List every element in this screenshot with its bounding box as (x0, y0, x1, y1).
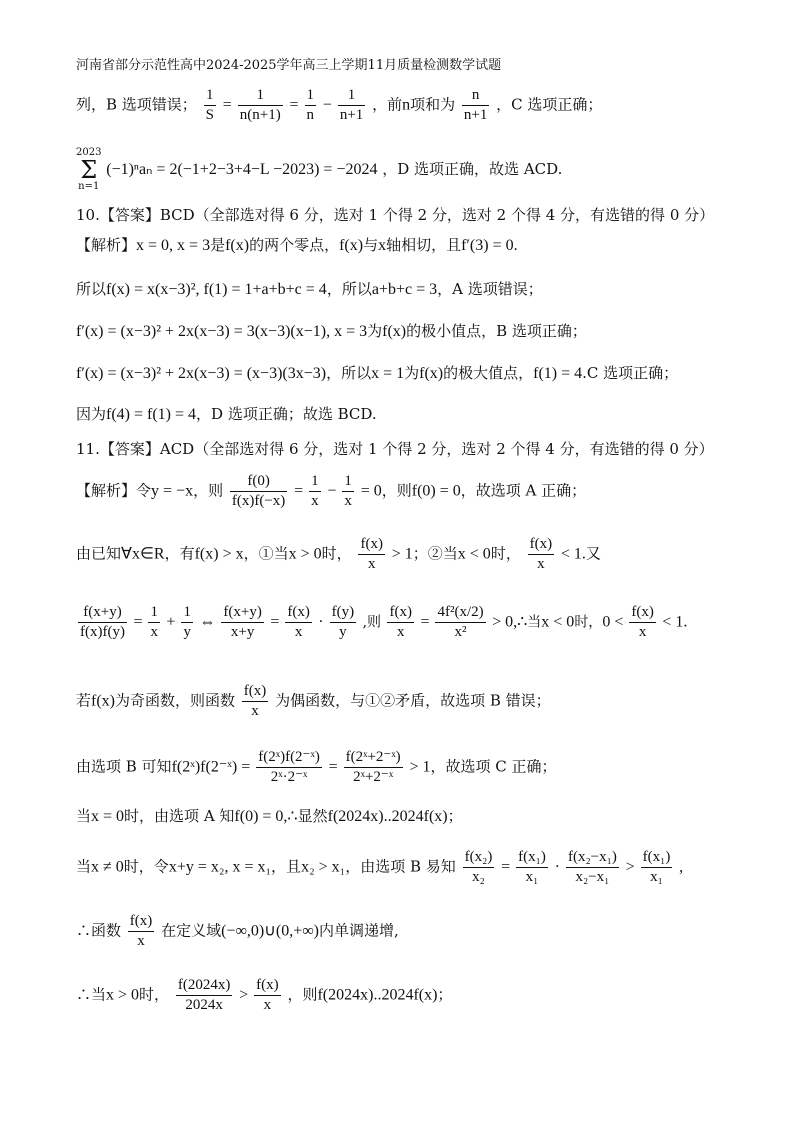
math-expression: = (294, 482, 308, 500)
text-segment: 为偶函数，与①②矛盾，故选项 B 错误； (275, 691, 551, 710)
text-segment: 是 (210, 236, 226, 254)
fraction-numerator: f(0) (230, 472, 287, 492)
fraction (528, 535, 555, 574)
fraction-numerator: f(2ˣ)f(2⁻ˣ) (256, 748, 322, 768)
text-segment: ，故选项 C 正确； (430, 757, 557, 776)
text-segment: ，则 (193, 481, 224, 500)
math-expression: a+b+c = 3 (371, 281, 438, 298)
fraction (516, 848, 548, 887)
math-expression: f(4) = f(1) = 4 (106, 406, 197, 423)
fraction (204, 86, 216, 125)
analysis-11-line-7 (76, 848, 760, 887)
math-expression: = (420, 613, 434, 631)
math-expression: x+y = x₂, x = x₁ (168, 858, 272, 876)
fraction-denominator: n (306, 106, 314, 123)
text-segment: ； (447, 807, 463, 825)
fraction-numerator: f(x) (285, 603, 312, 623)
math-expression: x = 1 (371, 365, 405, 382)
math-expression: < 1. (560, 545, 586, 563)
math-expression: x₂ > x₁ (301, 858, 346, 876)
text-segment: ,则 (362, 614, 382, 631)
math-expression: (−∞,0)∪(0,+∞) (221, 922, 319, 940)
fraction (221, 603, 263, 642)
fraction (435, 603, 485, 642)
fraction-numerator: 1 (238, 86, 283, 106)
text-segment: 时， (321, 544, 352, 563)
analysis-11-line-9 (76, 976, 760, 1015)
text-segment: Σ (80, 156, 98, 184)
fraction-numerator: 1 (148, 603, 160, 623)
math-expression: > (239, 986, 253, 1004)
analysis-11-line-6 (76, 807, 760, 826)
math-expression: x > 0 (106, 986, 140, 1004)
math-expression: (−1)ⁿaₙ = 2(−1+2−3+4−L −2023) = −2024 (106, 161, 378, 178)
math-expression: > 0,∴ (492, 613, 528, 631)
fraction (254, 976, 281, 1015)
fraction-numerator: f(x) (128, 912, 155, 932)
fraction-numerator: 1 (342, 472, 354, 492)
text-segment: n=1 (78, 181, 100, 192)
text-segment: ，则 (381, 481, 412, 500)
text-segment: 当 (76, 807, 92, 825)
analysis-11-line-4 (76, 682, 760, 721)
math-expression: > 1 (391, 545, 413, 563)
math-expression: n (402, 96, 411, 114)
text-segment: ，由选项 B 易知 (345, 857, 456, 876)
fraction (358, 535, 385, 574)
fraction-numerator: f(x₁) (641, 848, 673, 868)
fraction-denominator: x (344, 492, 352, 509)
fraction-numerator: f(2ˣ+2⁻ˣ) (344, 748, 403, 768)
fraction-numerator: f(x₂−x₁) (566, 848, 619, 868)
text-segment: 的两个零点， (249, 236, 340, 254)
fraction (256, 748, 322, 787)
math-expression: x < 0 (457, 545, 491, 563)
analysis-10-line-4 (76, 364, 760, 383)
fraction-numerator: f(x) (629, 603, 656, 623)
text-segment: ，D 选项正确；故选 BCD. (196, 405, 377, 423)
math-expression: + (166, 613, 180, 631)
text-segment: 所以 (76, 280, 107, 298)
analysis-11-line-1 (76, 472, 760, 511)
fraction (342, 472, 354, 511)
text-segment: 时，令 (123, 857, 169, 876)
text-segment: ∴函数 (76, 921, 122, 940)
fraction (305, 86, 317, 125)
analysis-10-line-5 (76, 405, 760, 424)
fraction-numerator: 1 (181, 603, 193, 623)
fraction-denominator: S (205, 106, 214, 123)
fraction-numerator: f(x+y) (78, 603, 127, 623)
fraction-denominator: x (251, 702, 259, 719)
fraction-denominator: x₁ (525, 868, 539, 885)
fraction-denominator: n+1 (339, 106, 364, 123)
fraction (78, 603, 127, 642)
math-expression: f(x) = x(x−3)², f(1) = 1+a+b+c = 4 (106, 281, 327, 298)
fraction (462, 86, 489, 125)
math-expression: = 0 (360, 482, 382, 500)
math-expression: ⇔ (199, 613, 220, 631)
math-expression: f′(3) = 0. (461, 237, 518, 254)
analysis-10-line-2 (76, 280, 760, 299)
fraction (309, 472, 321, 511)
fraction-numerator: f(2024x) (176, 976, 233, 996)
math-expression: x < 0 (541, 613, 575, 631)
text-segment: ，C 选项正确； (496, 95, 603, 114)
summation (76, 148, 101, 192)
fraction-numerator: f(x) (242, 682, 269, 702)
fraction (128, 912, 155, 951)
fraction (566, 848, 619, 887)
math-expression: = (222, 96, 236, 114)
math-expression: f′(x) = (x−3)² + 2x(x−3) = 3(x−3)(x−1), x = 3 (76, 323, 368, 340)
analysis-11-line-2 (76, 535, 760, 574)
text-segment: 由选项 B 可知 (76, 757, 172, 776)
analysis-10-line-3 (76, 322, 760, 341)
text-segment: 为 (367, 322, 383, 340)
document-header: 河南省部分示范性高中2024-2025学年高三上学期11月质量检测数学试题 (76, 58, 502, 73)
math-expression: = (270, 613, 284, 631)
fraction-numerator: f(x) (254, 976, 281, 996)
text-segment: 显然 (297, 807, 328, 825)
math-expression: f(2024x)..2024f(x) (327, 808, 448, 825)
line-2 (76, 148, 760, 192)
math-expression: x = 0 (91, 808, 125, 825)
math-expression: = (328, 758, 342, 776)
fraction-denominator: x (294, 623, 303, 640)
math-expression: x ≠ 0 (91, 858, 124, 876)
fraction-denominator: f(x)f(y) (80, 623, 125, 640)
math-expression: f(x) (339, 237, 364, 254)
fraction-numerator: f(y) (330, 603, 357, 623)
text-segment: 时， (574, 614, 603, 631)
text-segment: ，所以 (326, 280, 372, 298)
math-expression: ∀x∈R (121, 545, 165, 563)
analysis-11-line-3 (76, 603, 760, 642)
fraction-numerator: 1 (204, 86, 216, 106)
math-expression: f′(x) = (x−3)² + 2x(x−3) = (x−3)(3x−3) (76, 365, 327, 382)
fraction-numerator: 1 (338, 86, 365, 106)
fraction (641, 848, 673, 887)
fraction-denominator: x+y (230, 623, 255, 640)
math-expression: = (289, 96, 303, 114)
fraction-numerator: 1 (309, 472, 321, 492)
text-segment: 时， (139, 985, 170, 1004)
text-segment: 时，由选项 A 知 (124, 807, 235, 825)
answer-10: 10.【答案】BCD（全部选对得 6 分，选对 1 个得 2 分，选对 2 个得 4 分，有选错的得 0 分） (76, 206, 715, 224)
text-segment: 若 (76, 691, 92, 710)
fraction-denominator: y (183, 623, 191, 640)
fraction-denominator: x₁ (650, 868, 663, 885)
text-segment: ，则 (287, 985, 318, 1004)
math-expression: = (501, 858, 515, 876)
fraction (387, 603, 414, 642)
text-segment: 又 (585, 544, 601, 563)
math-expression: f(0) = 0 (411, 482, 461, 500)
math-expression: · (554, 858, 564, 876)
math-expression: f(x) (419, 365, 444, 382)
fraction-denominator: 2ˣ+2⁻ˣ (353, 768, 394, 785)
fraction-denominator: f(x)f(−x) (231, 492, 286, 509)
math-expression: f(x) > x (194, 545, 244, 563)
fraction-denominator: x (311, 492, 319, 509)
text-segment: ∴当 (76, 985, 107, 1004)
text-segment: ，①当 (243, 544, 289, 563)
fraction-numerator: f(x₁) (516, 848, 548, 868)
text-segment: 在定义域 (161, 921, 222, 940)
fraction-numerator: f(x+y) (221, 603, 263, 623)
fraction-numerator: 1 (305, 86, 317, 106)
fraction-numerator: f(x) (358, 535, 385, 555)
answer-11: 11.【答案】ACD（全部选对得 6 分，选对 1 个得 2 分，选对 2 个得 4 分，有选错的得 0 分） (76, 440, 714, 458)
math-expression: > (625, 858, 639, 876)
fraction-denominator: x (263, 996, 272, 1013)
fraction-numerator: f(x₂) (463, 848, 495, 868)
fraction (230, 472, 287, 511)
math-expression: f(x) (382, 323, 407, 340)
math-expression: , (679, 858, 684, 876)
fraction-denominator: x (396, 623, 405, 640)
fraction-numerator: 4f²(x/2) (435, 603, 485, 623)
analysis-10-line-1 (76, 236, 760, 255)
text-segment: 当 (76, 857, 92, 876)
fraction (629, 603, 656, 642)
text-segment: ，故选项 A 正确； (460, 481, 587, 500)
fraction (344, 748, 403, 787)
text-segment: 为 (404, 364, 420, 382)
text-segment: 当 (527, 614, 542, 631)
fraction (176, 976, 233, 1015)
fraction (330, 603, 357, 642)
text-segment: 轴相切，且 (386, 236, 462, 254)
text-segment: 2023 (76, 147, 102, 158)
text-segment: 内单调递增, (318, 921, 399, 940)
analysis-11-line-5 (76, 748, 760, 787)
fraction-denominator: 2024x (185, 996, 223, 1013)
math-expression: > 1 (409, 758, 431, 776)
math-expression: f(0) = 0,∴ (234, 808, 298, 825)
fraction (338, 86, 365, 125)
fraction (463, 848, 495, 887)
fraction-denominator: x (150, 623, 158, 640)
text-segment: 为奇函数，则函数 (115, 691, 236, 710)
math-expression: x > 0 (288, 545, 322, 563)
fraction-denominator: x₂ (472, 868, 485, 885)
text-segment: ； (437, 985, 453, 1004)
text-segment: 时， (490, 544, 521, 563)
text-segment: ；②当 (412, 544, 458, 563)
text-segment: ，且 (271, 857, 302, 876)
fraction-denominator: x (638, 623, 647, 640)
text-segment: 的极小值点，B 选项正确； (406, 322, 587, 340)
text-segment: 【解析】 (76, 236, 137, 254)
fraction (181, 603, 193, 642)
math-expression: − (327, 482, 341, 500)
text-segment: 的极大值点， (443, 364, 534, 382)
fraction (238, 86, 283, 125)
fraction (148, 603, 160, 642)
math-expression: < 1. (662, 613, 688, 631)
text-segment: ，所以 (326, 364, 372, 382)
text-segment: 项和为 (410, 95, 456, 114)
text-segment: 由已知 (76, 544, 122, 563)
fraction-denominator: y (339, 623, 347, 640)
math-expression: y = −x (151, 482, 194, 500)
math-expression: · (318, 613, 328, 631)
math-expression: x = 0, x = 3 (136, 237, 211, 254)
math-expression: f(1) = 4 (533, 365, 583, 382)
fraction (242, 682, 269, 721)
math-expression: x (378, 237, 387, 254)
fraction-denominator: x₂−x₁ (575, 868, 610, 885)
fraction-denominator: x² (454, 623, 467, 640)
math-expression: f(x) (91, 692, 115, 710)
math-expression: f(2ˣ)f(2⁻ˣ) = (171, 758, 255, 776)
fraction (285, 603, 312, 642)
analysis-11-line-8 (76, 912, 760, 951)
fraction-denominator: x (537, 555, 545, 572)
fraction-denominator: n(n+1) (239, 106, 281, 123)
fraction-denominator: x (367, 555, 376, 572)
text-segment: ，前 (372, 95, 403, 114)
text-segment: ，有 (164, 544, 195, 563)
text-segment: ，A 选项错误； (437, 280, 543, 298)
text: 列，B 选项错误； (76, 95, 197, 114)
fraction-numerator: n (462, 86, 489, 106)
line-1 (76, 86, 760, 125)
fraction-denominator: 2ˣ·2⁻ˣ (270, 768, 308, 785)
math-expression: f(x) (225, 237, 250, 254)
math-expression: = (133, 613, 147, 631)
fraction-denominator: n+1 (463, 106, 488, 123)
fraction-numerator: f(x) (387, 603, 414, 623)
text-segment: 因为 (76, 405, 107, 423)
fraction-denominator: x (137, 932, 145, 949)
text-segment: 与 (363, 236, 379, 254)
text-segment: .C 选项正确； (582, 364, 679, 382)
fraction-numerator: f(x) (528, 535, 555, 555)
math-expression: f(2024x)..2024f(x) (317, 986, 438, 1004)
text-segment: ，D 选项正确，故选 ACD. (382, 160, 563, 178)
math-expression: 0 < (602, 613, 628, 631)
text-segment: 【解析】令 (76, 481, 152, 500)
math-expression: − (322, 96, 336, 114)
